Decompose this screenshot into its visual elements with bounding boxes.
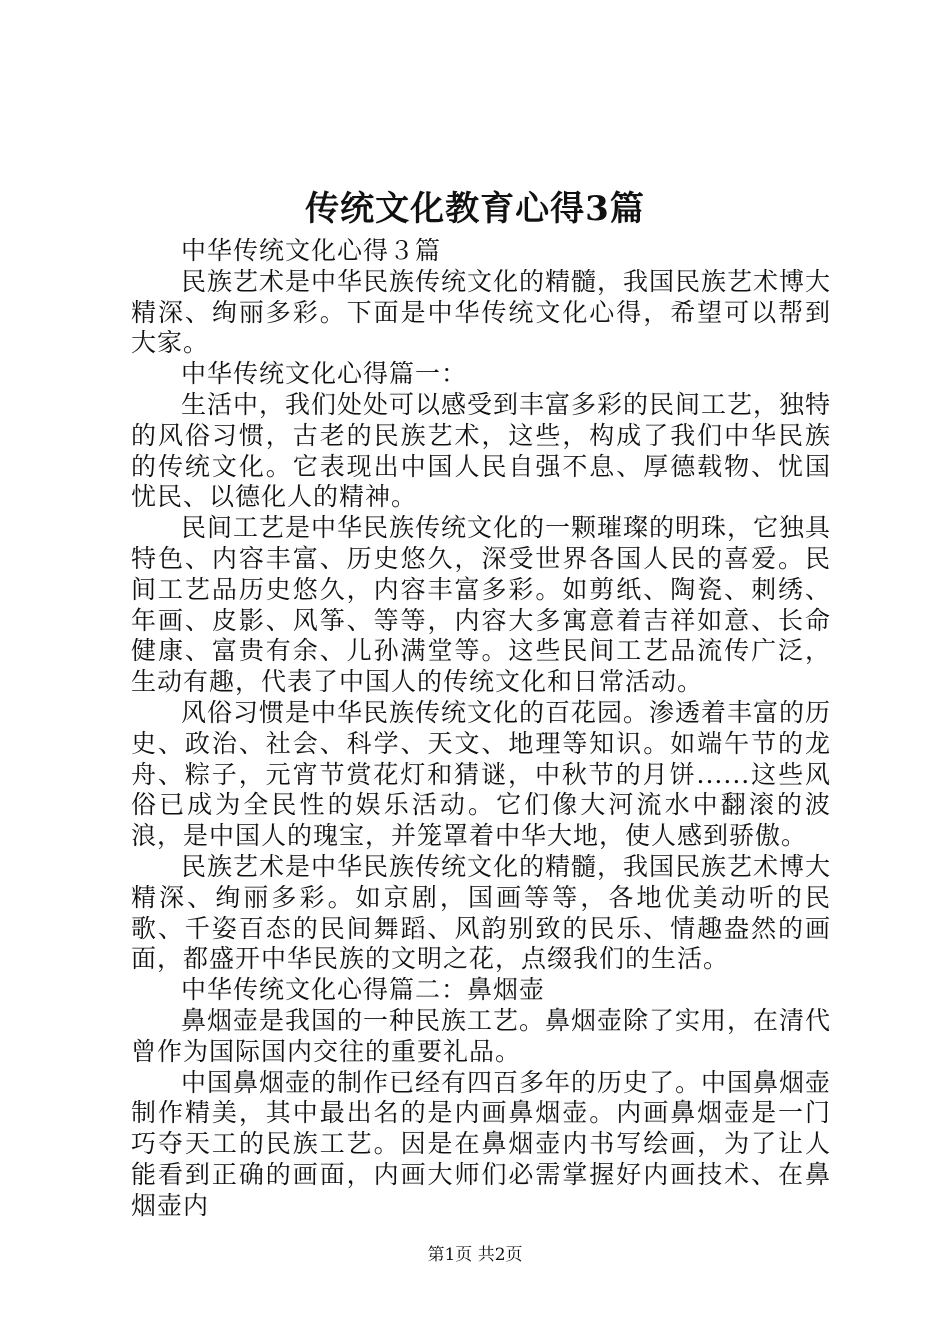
document-body	[131, 236, 831, 1222]
page-number-footer: 第1页 共2页	[427, 1245, 523, 1265]
body-paragraph: 生活中，我们处处可以感受到丰富多彩的民间工艺，独特的风俗习惯，古老的民族艺术，这些，构成了我们中华民族的传统文化。它表现出中国人民自强不息、厚德载物、忧国忧民、以德化人的精神。	[131, 389, 832, 512]
page-title: 传统文化教育心得3篇	[305, 189, 645, 229]
section-heading-one: 中华传统文化心得篇一：	[181, 359, 468, 389]
section-heading-two: 中华传统文化心得篇二：鼻烟壶	[181, 975, 546, 1005]
body-paragraph: 民族艺术是中华民族传统文化的精髓，我国民族艺术博大精深、绚丽多彩。如京剧，国画等等，各地优美动听的民歌、千姿百态的民间舞蹈、风韵别致的民乐、情趣盎然的画面，都盛开中华民族的文明之花，点缀我们的生活。	[131, 851, 832, 974]
body-paragraph: 鼻烟壶是我国的一种民族工艺。鼻烟壶除了实用，在清代曾作为国际国内交往的重要礼品。	[131, 1005, 832, 1066]
body-paragraph: 民间工艺是中华民族传统文化的一颗璀璨的明珠，它独具特色、内容丰富、历史悠久，深受世界各国人民的喜爱。民间工艺品历史悠久，内容丰富多彩。如剪纸、陶瓷、刺绣、年画、皮影、风筝、等等，内容大多寓意着吉祥如意、长命健康、富贵有余、儿孙满堂等。这些民间工艺品流传广泛，生动有趣，代表了中国人的传统文化和日常活动。	[131, 513, 832, 697]
intro-paragraph: 民族艺术是中华民族传统文化的精髓，我国民族艺术博大精深、绚丽多彩。下面是中华传统文化心得，希望可以帮到大家。	[131, 266, 832, 358]
body-paragraph: 中国鼻烟壶的制作已经有四百多年的历史了。中国鼻烟壶制作精美，其中最出名的是内画鼻烟壶。内画鼻烟壶是一门巧夺天工的民族工艺。因是在鼻烟壶内书写绘画，为了让人能看到正确的画面，内画大师们必需掌握好内画技术、在鼻烟壶内	[131, 1067, 832, 1220]
body-paragraph: 风俗习惯是中华民族传统文化的百花园。渗透着丰富的历史、政治、社会、科学、天文、地理等知识。如端午节的龙舟、粽子，元宵节赏花灯和猜谜，中秋节的月饼......这些风俗已成为全民性的娱乐活动。它们像大河流水中翻滚的波浪，是中国人的瑰宝，并笼罩着中华大地，使人感到骄傲。	[131, 697, 832, 851]
subtitle-paragraph: 中华传统文化心得３篇	[181, 236, 442, 265]
